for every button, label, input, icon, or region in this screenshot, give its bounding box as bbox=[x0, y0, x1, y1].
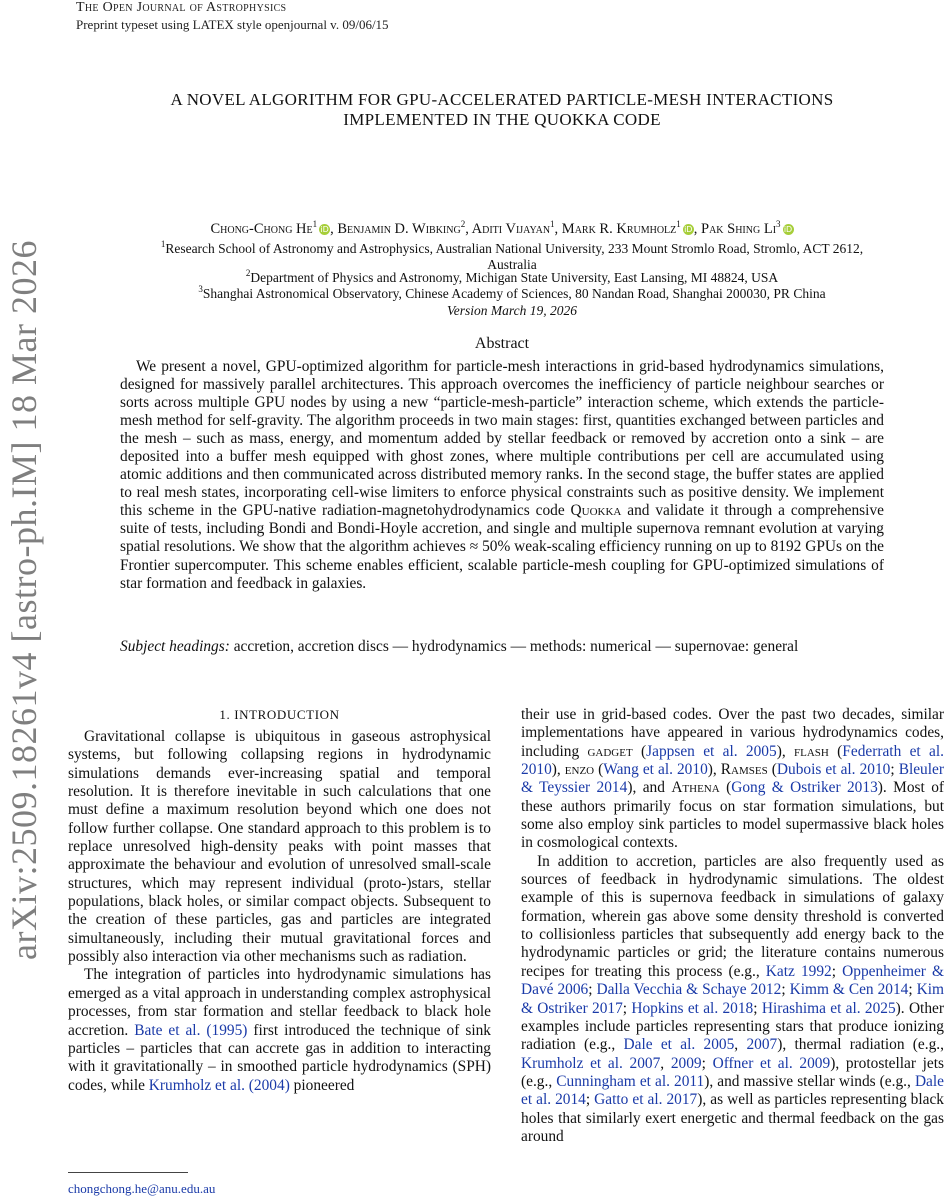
orcid-icon[interactable]: iD bbox=[684, 225, 693, 234]
author-affil-sup: 1 bbox=[676, 219, 681, 229]
citation-link[interactable]: Hopkins et al. 2018 bbox=[631, 999, 754, 1017]
code-name: gadget bbox=[587, 742, 633, 760]
author-separator: , bbox=[693, 221, 702, 237]
journal-header bbox=[76, 0, 389, 33]
affil-text: Shanghai Astronomical Observatory, Chinese Academy of Sciences, 80 Nandan Road, Shanghai 200030, PR China bbox=[202, 286, 826, 301]
keywords-list: accretion, accretion discs — hydrodynamics — methods: numerical — supernovae: general bbox=[229, 638, 799, 655]
orcid-icon[interactable]: iD bbox=[320, 225, 329, 234]
code-name: Ramses bbox=[720, 761, 768, 779]
citation-link[interactable]: Jappsen et al. 2005 bbox=[646, 742, 777, 760]
author-affil-sup: 3 bbox=[776, 219, 781, 229]
text: ), as well as particles representing black holes that similarly exert energetic and thermal feedback on the gas around bbox=[521, 1091, 944, 1145]
author-affil-sup: 2 bbox=[460, 219, 466, 229]
affil-sup: 2 bbox=[245, 268, 251, 278]
intro-paragraph-1: Gravitational collapse is ubiquitous in gaseous astrophysical systems, but following collapsing regions in hydrodynamic simulations demands ever-increasing spatial and temporal resolution. It is therefore inevitable in such calculations that one must define a maximum resolution beyond which one does not follow further collapse. One standard approach to this problem is to replace unresolved high-density peaks with point masses that approximate the behaviour and evolution of unresolved small-scale structures, which may represent individual (proto-)stars, stellar populations, black holes, or similar compact objects. Subsequent to the creation of these particles, gas and particles are integrated simultaneously, including their mutual gravitational forces and possibly also interaction via other mechanisms such as radiation. bbox=[68, 728, 491, 966]
citation-link[interactable]: Katz 1992 bbox=[765, 962, 832, 980]
affil-text: Research School of Astronomy and Astrophysics, Australian National University, 233 Mount Stromlo Road, Stromlo, ACT 2612, bbox=[165, 241, 864, 256]
code-name: flash bbox=[794, 742, 829, 760]
title-line-2: IMPLEMENTED IN THE QUOKKA CODE bbox=[343, 110, 661, 129]
affiliation-2 bbox=[80, 270, 944, 286]
abstract-text: and validate it through a comprehensive suite of tests, including Bondi and Bondi-Hoyle accretion, and single and multiple supernova remnant evolution at varying spatial resolutions. We show that the algorithm achieves ≈ 50% weak-scaling efficiency running on up to 8192 GPUs on the Frontier supercomputer. This scheme enables efficient, scalable particle-mesh coupling for GPU-optimized simulations of star formation and feedback in galaxies. bbox=[120, 502, 884, 592]
text: ). Other examples include particles representing stars that produce ionizing radiation (e.g., bbox=[521, 999, 944, 1054]
affiliation-1 bbox=[80, 241, 944, 257]
citation-link[interactable]: Gong & Ostriker 2013 bbox=[731, 779, 878, 797]
author-separator: , bbox=[554, 221, 562, 237]
abstract-heading: Abstract bbox=[474, 335, 530, 352]
left-column bbox=[68, 706, 491, 1095]
author-name: Benjamin D. Wibking bbox=[337, 221, 461, 237]
citation-link[interactable]: Bleuler & Teyssier 2014 bbox=[521, 761, 944, 797]
text: pioneered bbox=[289, 1076, 355, 1094]
affiliation-3 bbox=[80, 286, 944, 302]
affil-sup: 3 bbox=[198, 284, 203, 294]
author-name: Chong-Chong He bbox=[210, 221, 313, 237]
journal-name: The Open Journal of Astrophysics bbox=[76, 0, 287, 15]
citation-link[interactable]: 2007 bbox=[746, 1036, 778, 1054]
affil-text: Australia bbox=[487, 257, 537, 272]
citation-link[interactable]: Dubois et al. 2010 bbox=[776, 761, 891, 779]
author-name: Pak Shing Li bbox=[701, 221, 777, 237]
keywords-label: Subject headings: bbox=[120, 638, 230, 655]
citation-link[interactable]: Oppenheimer & Davé 2006 bbox=[521, 962, 944, 999]
citation-link[interactable]: Bate et al. (1995) bbox=[134, 1021, 248, 1039]
code-name: Quokka bbox=[570, 502, 622, 520]
citation-link[interactable]: 2009 bbox=[670, 1054, 702, 1072]
citation-link[interactable]: Krumholz et al. 2007 bbox=[521, 1054, 661, 1072]
abstract-body bbox=[120, 358, 884, 593]
author-name: Aditi Vijayan bbox=[471, 221, 551, 237]
citation-link[interactable]: Dale et al. 2005 bbox=[623, 1036, 735, 1054]
author-name: Mark R. Krumholz bbox=[561, 221, 677, 237]
text: The integration of particles into hydrodynamic simulations has emerged as a vital approach in understanding complex astrophysical processes, from star formation and stellar feedback to black hole accretion. bbox=[68, 966, 491, 1039]
text: ), protostellar jets (e.g., bbox=[521, 1054, 945, 1090]
citation-link[interactable]: Kimm & Cen 2014 bbox=[789, 981, 909, 999]
arxiv-sidebar bbox=[0, 240, 48, 960]
arxiv-identifier: arXiv:2509.18261v4 [astro-ph.IM] 18 Mar 2026 bbox=[4, 240, 45, 960]
citation-link[interactable]: Offner et al. 2009 bbox=[712, 1054, 831, 1072]
email-footnote[interactable]: chongchong.he@anu.edu.au bbox=[68, 1181, 216, 1196]
text: their use in grid-based codes. Over the past two decades, similar implementations have appeared in various hydrodynamics codes, including bbox=[521, 706, 944, 760]
citation-link[interactable]: Wang et al. 2010 bbox=[603, 761, 708, 779]
author-affil-sup: 1 bbox=[550, 219, 555, 229]
paper-title bbox=[120, 90, 884, 130]
right-column bbox=[521, 706, 944, 1146]
text: ), thermal radiation (e.g., bbox=[777, 1036, 945, 1054]
author-separator: , bbox=[465, 221, 472, 237]
affil-text: Department of Physics and Astronomy, Michigan State University, East Lansing, MI 48824, USA bbox=[250, 270, 779, 285]
intro-paragraph-2 bbox=[68, 966, 491, 1094]
subject-headings bbox=[120, 638, 884, 656]
citation-link[interactable]: Dale et al. 2014 bbox=[521, 1072, 944, 1109]
code-name: Athena bbox=[671, 779, 720, 797]
citation-link[interactable]: Federrath et al. 2010 bbox=[521, 742, 944, 779]
footnote-rule bbox=[68, 1172, 188, 1173]
author-separator: , bbox=[330, 221, 338, 237]
text: first introduced the technique of sink particles – particles that can accrete gas in addition to interacting with it gravitationally – in smoothed particle hydrodynamics (SPH) codes, while bbox=[68, 1021, 491, 1094]
intro-paragraph-4: In addition to accretion, particles are also frequently used as sources of feedback in hydrodynamic simulations. The oldest example of this is supernova feedback in simulations of galaxy formation, wherein gas above some density threshold is converted to collisionless particles that subsequently add energy back to the hydrodynamic particles or grid; the literature contains numerous recipes for treating this process (e.g., Katz 1992; Oppenheimer & Davé 2006; Dalla Vecchia & Schaye 2012; Kimm & Cen 2014; Kim & Ostriker 2017; Hopkins et al. 2018; Hirashima et al. 2025). Other examples include particles representing stars that produce ionizing radiation (e.g., Dale et al. 2005, 2007), thermal radiation (e.g., Krumholz et al. 2007, 2009; Offner et al. 2009), protostellar jets (e.g., Cunningham et al. 2011), and massive stellar winds (e.g., Dale et al. 2014; Gatto et al. 2017), as well as particles representing black holes that similarly exert energetic and thermal feedback on the gas around bbox=[521, 852, 945, 1145]
affil-sup: 1 bbox=[160, 239, 166, 249]
text: In addition to accretion, particles are also frequently used as sources of feedback in hydrodynamic simulations. The oldest example of this is supernova feedback in simulations of galaxy formation, wherein gas above some density threshold is converted to collisionless particles that subsequently add energy back to the hydrodynamic particles or grid; the literature contains numerous recipes for treating this process (e.g., bbox=[521, 852, 944, 980]
citation-link[interactable]: Cunningham et al. 2011 bbox=[556, 1072, 705, 1090]
citation-link[interactable]: Krumholz et al. (2004) bbox=[148, 1076, 290, 1094]
abstract-text: We present a novel, GPU-optimized algorithm for particle-mesh interactions in grid-based hydrodynamics simulations, designed for massively parallel architectures. This approach overcomes the inefficiency of particle neighbour searches or sorts across multiple GPU nodes by using a new “particle-mesh-particle” interaction scheme, which extends the particle-mesh method for self-gravity. The algorithm proceeds in two main stages: first, quantities exchanged between particles and the mesh – such as mass, energy, and momentum added by stellar feedback or removed by accretion onto a sink – are deposited into a buffer mesh equipped with ghost zones, where multiple contributions per cell are accumulated using atomic additions and then communicated across distributed memory ranks. In the second stage, the buffer states are applied to real mesh states, incorporating cell-wise limiters to enforce physical constraints such as positive density. We implement this scheme in the GPU-native radiation-magnetohydrodynamics code bbox=[120, 358, 884, 520]
author-affil-sup: 1 bbox=[312, 219, 318, 229]
title-line-1: A NOVEL ALGORITHM FOR GPU-ACCELERATED PARTICLE-MESH INTERACTIONS bbox=[170, 90, 834, 109]
text: ), and massive stellar winds (e.g., bbox=[704, 1072, 915, 1090]
preprint-note: Preprint typeset using LATEX style openjournal v. 09/06/15 bbox=[76, 17, 389, 32]
author-list bbox=[60, 219, 944, 239]
orcid-icon[interactable]: iD bbox=[783, 225, 793, 234]
intro-paragraph-3: their use in grid-based codes. Over the past two decades, similar implementations have appeared in various hydrodynamics codes, including gadget (Jappsen et al. 2005), flash (Federrath et al. 2010), enzo (Wang et al. 2010), Ramses (Dubois et al. 2010; Bleuler & Teyssier 2014), and Athena (Gong & Ostriker 2013). Most of these authors primarily focus on star formation simulations, but some also employ sink particles to model supermassive black holes in cosmological contexts. bbox=[521, 706, 945, 852]
section-heading: 1. INTRODUCTION bbox=[219, 707, 340, 722]
citation-link[interactable]: Dalla Vecchia & Schaye 2012 bbox=[596, 981, 782, 999]
version-date: Version March 19, 2026 bbox=[447, 303, 577, 318]
citation-link[interactable]: Hirashima et al. 2025 bbox=[761, 999, 896, 1017]
citation-link[interactable]: Kim & Ostriker 2017 bbox=[521, 981, 944, 1017]
text: . Most of these authors primarily focus on star formation simulations, but some also employ sink particles to model supermassive black holes in cosmological contexts. bbox=[521, 779, 945, 852]
code-name: enzo bbox=[564, 761, 595, 779]
citation-link[interactable]: Gatto et al. 2017 bbox=[594, 1091, 698, 1109]
